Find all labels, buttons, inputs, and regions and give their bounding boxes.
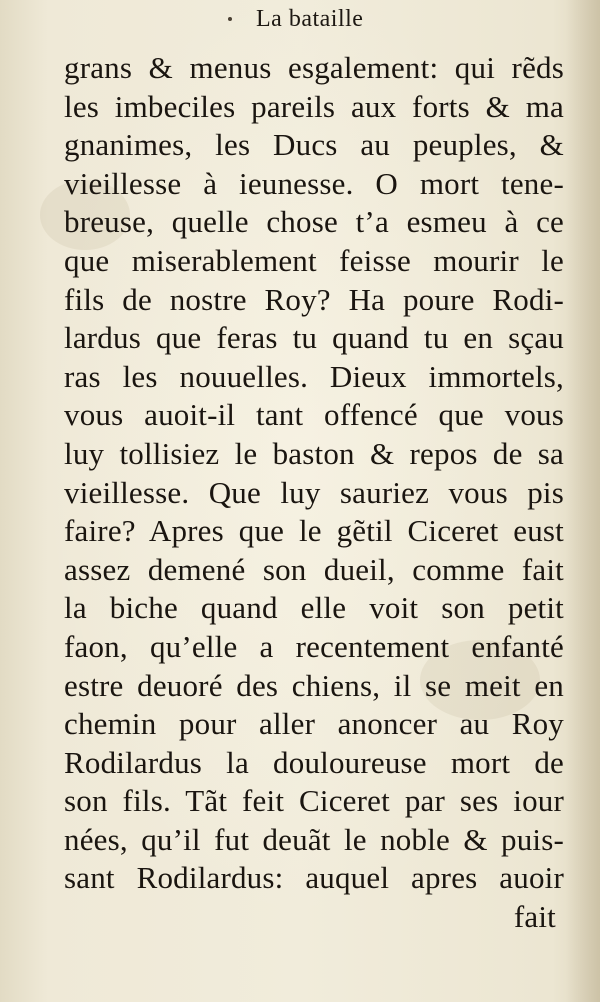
text-line: fils de nostre Roy? Ha poure Rodi- xyxy=(64,281,564,317)
catchword: fait xyxy=(513,899,556,935)
text-line: nées, qu’il fut deuãt le noble & puis- xyxy=(64,821,564,857)
text-line: son fils. Tãt feit Ciceret par ses iour xyxy=(64,783,564,819)
text-line: chemin pour aller anoncer au Roy xyxy=(64,706,564,742)
text-line: vous auoit-il tant offencé que vous xyxy=(64,397,564,433)
text-line: vieillesse. Que luy sauriez vous pis xyxy=(64,474,564,510)
text-line: Rodilardus la douloureuse mort de xyxy=(64,744,564,780)
text-line: assez demené son dueil, comme fait xyxy=(64,551,564,587)
text-line: la biche quand elle voit son petit xyxy=(64,590,564,626)
text-line: vieillesse à ieunesse. O mort tene- xyxy=(64,165,564,201)
text-line: luy tollisiez le baston & repos de sa xyxy=(64,435,564,471)
body-text xyxy=(64,49,564,937)
text-line: lardus que feras tu quand tu en sçau xyxy=(64,320,564,356)
text-line: faon, qu’elle a recentement enfanté xyxy=(64,628,564,664)
text-line: les imbeciles pareils aux forts & ma xyxy=(64,88,564,124)
header-dot-ornament xyxy=(228,17,232,21)
text-line: estre deuoré des chiens, il se meit en xyxy=(64,667,564,703)
text-line: ras les nouuelles. Dieux immortels, xyxy=(64,358,564,394)
page-edge-shadow xyxy=(566,0,600,1002)
running-head: La bataille xyxy=(256,6,364,32)
text-line: que miserablement feisse mourir le xyxy=(64,242,564,278)
text-line: grans & menus esgalement: qui rẽds xyxy=(64,50,564,85)
text-line: sant Rodilardus: auquel apres auoir xyxy=(64,860,564,896)
text-line: gnanimes, les Ducs au peuples, & xyxy=(64,127,564,163)
page-header xyxy=(0,4,600,34)
text-line: breuse, quelle chose t’a esmeu à ce xyxy=(64,204,564,240)
text-line: faire? Apres que le gẽtil Ciceret eust xyxy=(64,513,564,549)
